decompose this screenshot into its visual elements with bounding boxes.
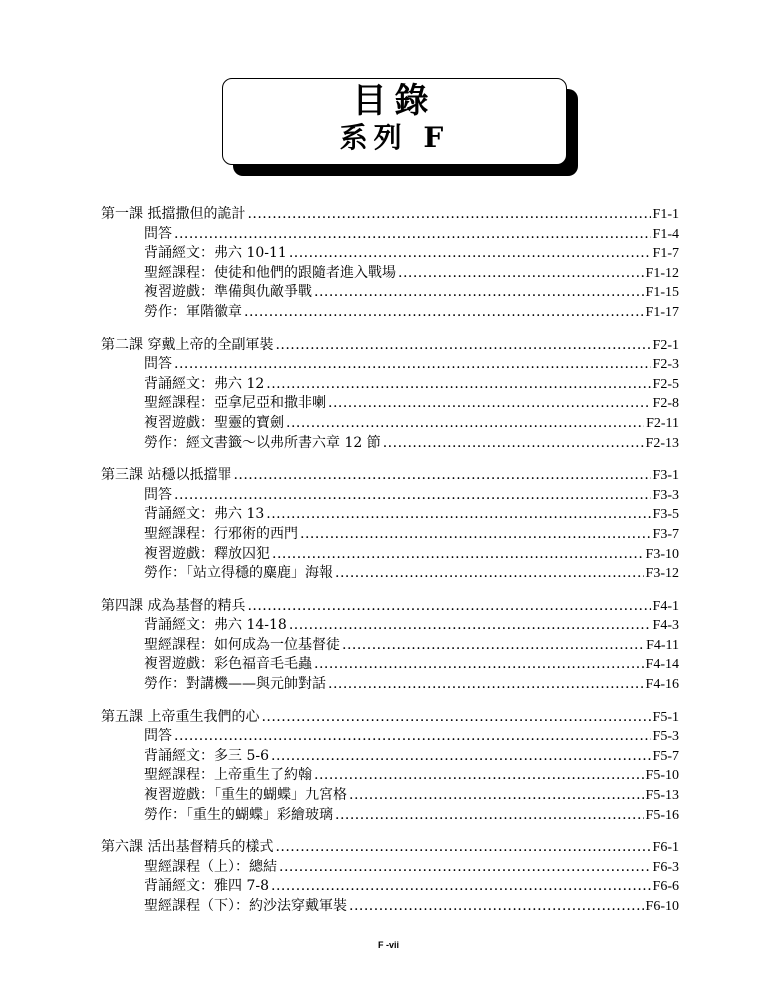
- toc-entry[interactable]: [101, 858, 679, 878]
- toc-entry-page: F5-10: [645, 768, 679, 784]
- toc-entry[interactable]: [101, 283, 679, 303]
- toc-entry-label: 聖經課程（上）：總結: [144, 858, 277, 875]
- dot-leader: [261, 708, 650, 728]
- toc-entry-page: F4-16: [645, 677, 679, 693]
- dot-leader: [275, 336, 650, 356]
- toc-entry[interactable]: [101, 264, 679, 284]
- dot-leader: [335, 806, 644, 826]
- toc-entry-page: F1-15: [645, 285, 679, 301]
- lesson-block: [101, 708, 679, 826]
- lesson-heading[interactable]: [101, 708, 679, 728]
- toc-entry-label: 聖經課程：行邪術的西門: [144, 525, 298, 542]
- toc-entry-page: F1-7: [652, 246, 679, 262]
- toc-entry[interactable]: [101, 525, 679, 545]
- dot-leader: [300, 525, 651, 545]
- dot-leader: [271, 877, 651, 897]
- toc-entry[interactable]: [101, 505, 679, 525]
- dot-leader: [244, 303, 644, 323]
- toc-entry-page: F5-16: [645, 807, 679, 823]
- dot-leader: [286, 414, 644, 434]
- dot-leader: [349, 786, 644, 806]
- toc-entry-page: F4-3: [652, 618, 679, 634]
- toc-entry[interactable]: [101, 786, 679, 806]
- lesson-heading-page: F1-1: [652, 207, 679, 222]
- dot-leader: [266, 375, 650, 395]
- toc-entry[interactable]: [101, 655, 679, 675]
- toc-entry-label: 問答: [144, 728, 172, 745]
- toc-entry-label: 勞作：軍階徽章: [144, 303, 242, 320]
- lesson-heading[interactable]: [101, 466, 679, 486]
- toc-entry-label: 背誦經文：弗六 14-18: [144, 617, 287, 634]
- dot-leader: [233, 466, 650, 486]
- toc-entry[interactable]: [101, 434, 679, 454]
- lesson-heading[interactable]: [101, 336, 679, 356]
- toc-entry-page: F3-10: [645, 546, 679, 562]
- toc-entry-page: F1-12: [645, 265, 679, 281]
- dot-leader: [289, 616, 651, 636]
- lesson-heading-page: F6-1: [652, 840, 679, 856]
- toc-entry-page: F5-3: [652, 729, 679, 745]
- table-of-contents: [101, 205, 679, 930]
- dot-leader: [314, 766, 644, 786]
- toc-entry-page: F4-11: [646, 637, 679, 653]
- lesson-heading-label: 第三課 站穩以抵擋罪: [101, 467, 232, 484]
- toc-entry-page: F2-8: [652, 396, 679, 412]
- toc-entry-page: F5-7: [652, 748, 679, 764]
- dot-leader: [398, 264, 644, 284]
- toc-entry-page: F1-4: [652, 226, 679, 242]
- toc-entry-label: 勞作：「重生的蝴蝶」彩繪玻璃: [144, 806, 333, 823]
- lesson-heading-page: F4-1: [652, 598, 679, 614]
- dot-leader: [174, 727, 651, 747]
- dot-leader: [335, 564, 644, 584]
- toc-entry-page: F2-5: [652, 376, 679, 392]
- lesson-heading-page: F2-1: [652, 337, 679, 353]
- lesson-heading-label: 第六課 活出基督精兵的樣式: [101, 839, 274, 856]
- lesson-block: [101, 466, 679, 584]
- toc-entry-page: F4-14: [645, 657, 679, 673]
- toc-entry[interactable]: [101, 394, 679, 414]
- lesson-block: [101, 597, 679, 695]
- lesson-block: [101, 336, 679, 454]
- toc-entry-label: 問答: [144, 356, 172, 373]
- toc-entry-page: F6-3: [652, 859, 679, 875]
- lesson-heading[interactable]: [101, 205, 679, 225]
- dot-leader: [289, 244, 651, 264]
- toc-entry-label: 複習遊戲：「重生的蝴蝶」九宮格: [144, 787, 347, 804]
- dot-leader: [314, 283, 644, 303]
- toc-entry-label: 聖經課程：如何成為一位基督徒: [144, 636, 340, 653]
- toc-entry-label: 複習遊戲：準備與仇敵爭戰: [144, 284, 312, 301]
- toc-entry-label: 勞作：「站立得穩的麋鹿」海報: [144, 565, 333, 582]
- lesson-heading-label: 第一課 抵擋撒但的詭計: [101, 206, 246, 222]
- dot-leader: [383, 434, 644, 454]
- toc-entry-page: F5-13: [645, 788, 679, 804]
- dot-leader: [174, 486, 651, 506]
- dot-leader: [314, 655, 644, 675]
- toc-entry-label: 複習遊戲：聖靈的寶劍: [144, 414, 284, 431]
- toc-entry-page: F2-3: [652, 357, 679, 373]
- toc-entry[interactable]: [101, 747, 679, 767]
- toc-entry-label: 背誦經文：雅四 7-8: [144, 878, 269, 895]
- series-subtitle: 系列 F: [339, 121, 450, 154]
- toc-entry-label: 問答: [144, 225, 172, 242]
- toc-entry-label: 問答: [144, 486, 172, 503]
- dot-leader: [349, 897, 644, 917]
- toc-entry[interactable]: [101, 486, 679, 506]
- toc-entry-page: F6-10: [645, 899, 679, 914]
- toc-entry-label: 複習遊戲：釋放囚犯: [144, 545, 270, 562]
- dot-leader: [174, 355, 651, 375]
- page-title: 目錄: [352, 81, 437, 121]
- toc-entry[interactable]: [101, 225, 679, 245]
- lesson-heading[interactable]: [101, 597, 679, 617]
- toc-entry-label: 聖經課程：亞拿尼亞和撒非喇: [144, 395, 326, 412]
- lesson-block: [101, 838, 679, 916]
- toc-entry-page: F2-13: [645, 435, 679, 451]
- toc-entry-page: F1-17: [645, 304, 679, 320]
- toc-entry[interactable]: [101, 897, 679, 917]
- toc-entry-label: 背誦經文：弗六 10-11: [144, 245, 287, 262]
- dot-leader: [279, 858, 651, 878]
- dot-leader: [272, 545, 644, 565]
- toc-entry[interactable]: [101, 727, 679, 747]
- dot-leader: [247, 205, 650, 225]
- toc-entry[interactable]: [101, 616, 679, 636]
- toc-entry[interactable]: [101, 636, 679, 656]
- toc-entry-label: 複習遊戲：彩色福音毛毛蟲: [144, 656, 312, 673]
- toc-entry-page: F6-6: [652, 879, 679, 895]
- toc-entry-label: 勞作：經文書籤～以弗所書六章 12 節: [144, 434, 381, 451]
- toc-entry-page: F3-12: [645, 566, 679, 582]
- dot-leader: [271, 747, 651, 767]
- dot-leader: [328, 675, 644, 695]
- lesson-heading-label: 第二課 穿戴上帝的全副軍裝: [101, 336, 274, 353]
- toc-entry[interactable]: [101, 564, 679, 584]
- toc-entry-label: 聖經課程：上帝重生了約翰: [144, 767, 312, 784]
- toc-entry[interactable]: [101, 877, 679, 897]
- toc-entry[interactable]: [101, 303, 679, 323]
- toc-entry[interactable]: [101, 545, 679, 565]
- lesson-heading-page: F5-1: [652, 709, 679, 725]
- lesson-heading-label: 第五課 上帝重生我們的心: [101, 708, 260, 725]
- lesson-heading-label: 第四課 成為基督的精兵: [101, 597, 246, 614]
- dot-leader: [328, 394, 651, 414]
- lesson-heading[interactable]: [101, 838, 679, 858]
- toc-entry-page: F3-7: [652, 526, 679, 542]
- toc-entry-label: 背誦經文：弗六 12: [144, 375, 265, 392]
- toc-entry-label: 背誦經文：多三 5-6: [144, 747, 269, 764]
- dot-leader: [247, 597, 650, 617]
- toc-entry[interactable]: [101, 355, 679, 375]
- toc-entry[interactable]: [101, 244, 679, 264]
- lesson-block: [101, 205, 679, 323]
- toc-entry-label: 勞作：對講機——與元帥對話: [144, 676, 326, 693]
- toc-entry-label: 聖經課程：使徒和他們的跟隨者進入戰場: [144, 264, 396, 281]
- toc-entry-page: F3-5: [652, 507, 679, 523]
- toc-entry[interactable]: [101, 766, 679, 786]
- toc-entry[interactable]: [101, 375, 679, 395]
- dot-leader: [266, 505, 650, 525]
- toc-entry-label: 背誦經文：弗六 13: [144, 506, 265, 523]
- dot-leader: [174, 225, 651, 245]
- toc-entry[interactable]: [101, 414, 679, 434]
- toc-entry-label: 聖經課程（下）：約沙法穿戴軍裝: [144, 898, 347, 914]
- dot-leader: [342, 636, 644, 656]
- page-number: F -vii: [377, 940, 399, 950]
- lesson-heading-page: F3-1: [652, 468, 679, 484]
- toc-entry[interactable]: [101, 675, 679, 695]
- title-box: [222, 78, 567, 165]
- toc-entry-page: F3-3: [652, 487, 679, 503]
- toc-entry[interactable]: [101, 806, 679, 826]
- toc-entry-page: F2-11: [646, 415, 679, 431]
- dot-leader: [275, 838, 650, 858]
